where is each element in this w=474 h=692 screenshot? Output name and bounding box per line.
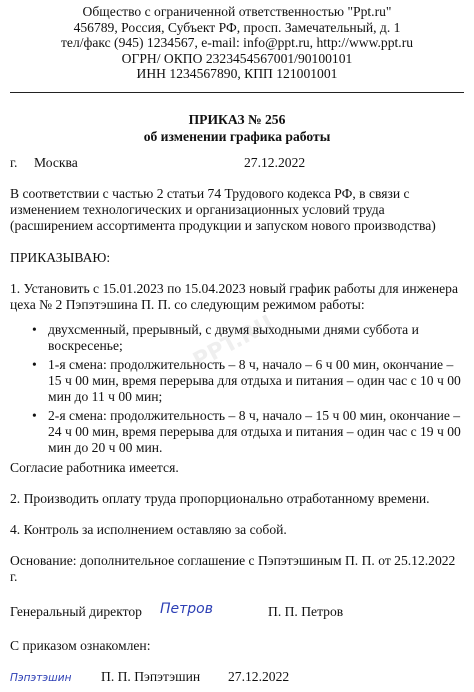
intro-line: изменением технологических и организационных условий труда	[10, 202, 385, 217]
list-item	[10, 357, 464, 405]
order-word: ПРИКАЗЫВАЮ:	[10, 250, 111, 265]
company-contacts: тел/факс (945) 1234567, e-mail: info@ppt.ru, http://www.ppt.ru	[60, 35, 414, 51]
list-item-line: воскресенье;	[48, 338, 123, 353]
city-name: Москва	[34, 155, 78, 170]
header-divider	[10, 92, 464, 93]
city-prefix: г.	[10, 155, 18, 170]
basis-line: г.	[10, 569, 18, 584]
basis-line: Основание: дополнительное соглашение с Пэпэтэшиным П. П. от 25.12.2022	[10, 553, 456, 568]
schedule-list	[10, 322, 464, 459]
company-inn: ИНН 1234567890, КПП 121001001	[136, 66, 338, 82]
bullet-icon: •	[32, 357, 37, 372]
list-item	[10, 322, 464, 354]
item-4-text: 4. Контроль за исполнением оставляю за собой.	[10, 522, 287, 537]
director-position: Генеральный директор	[10, 604, 142, 619]
company-header	[0, 4, 474, 82]
order-date: 27.12.2022	[244, 155, 306, 170]
watermark: PPT.RU	[189, 311, 278, 374]
director-name: П. П. Петров	[268, 604, 344, 619]
basis-paragraph	[10, 553, 464, 585]
director-signature: Петров	[160, 601, 213, 617]
list-item-line: 1-я смена: продолжительность – 8 ч, начало – 6 ч 00 мин, окончание –	[48, 357, 454, 372]
list-item-line: мин до 11 ч 00 мин;	[48, 389, 163, 404]
item-2-text: 2. Производить оплату труда пропорционально отработанному времени.	[10, 491, 430, 506]
employee-signature: Пэпэтэшин	[10, 672, 72, 684]
order-title	[0, 111, 474, 145]
item-1-line: цеха № 2 Пэпэтэшина П. П. со следующим режимом работы:	[10, 297, 365, 312]
intro-line: В соответствии с частью 2 статьи 74 Трудового кодекса РФ, в связи с	[10, 186, 410, 201]
order-number: ПРИКАЗ № 256	[188, 112, 286, 127]
consent-text: Согласие работника имеется.	[10, 460, 179, 475]
list-item	[10, 408, 464, 456]
bullet-icon: •	[32, 322, 37, 337]
item-1-paragraph	[10, 281, 464, 313]
employee-name: П. П. Пэпэтэшин	[101, 669, 201, 684]
item-1-line: 1. Установить с 15.01.2023 по 15.04.2023 новый график работы для инженера	[10, 281, 459, 296]
acquainted-label: С приказом ознакомлен:	[10, 638, 151, 653]
list-item-line: двухсменный, прерывный, с двумя выходными днями суббота и	[48, 322, 419, 337]
company-name: Общество с ограниченной ответственностью "Ppt.ru"	[82, 4, 392, 19]
intro-line: (расширением ассортимента продукции и запуском нового производства)	[10, 218, 436, 233]
list-item-line: 2-я смена: продолжительность – 8 ч, начало – 15 ч 00 мин, окончание –	[48, 408, 461, 423]
company-ogrn: ОГРН/ ОКПО 2323454567001/90100101	[121, 50, 353, 66]
order-subject: об изменении графика работы	[143, 129, 331, 144]
company-address: 456789, Россия, Субъект РФ, просп. Замечательный, д. 1	[73, 19, 401, 35]
intro-paragraph	[10, 186, 464, 234]
bullet-icon: •	[32, 408, 37, 423]
list-item-line: мин до 20 ч 00 мин.	[48, 440, 163, 455]
list-item-line: 15 ч 00 мин, время перерыва для отдыха и питания – один час с 10 ч 00	[48, 373, 461, 388]
list-item-line: 24 ч 00 мин, время перерыва для отдыха и питания – один час с 19 ч 00	[48, 424, 461, 439]
acquainted-date: 27.12.2022	[228, 669, 290, 684]
